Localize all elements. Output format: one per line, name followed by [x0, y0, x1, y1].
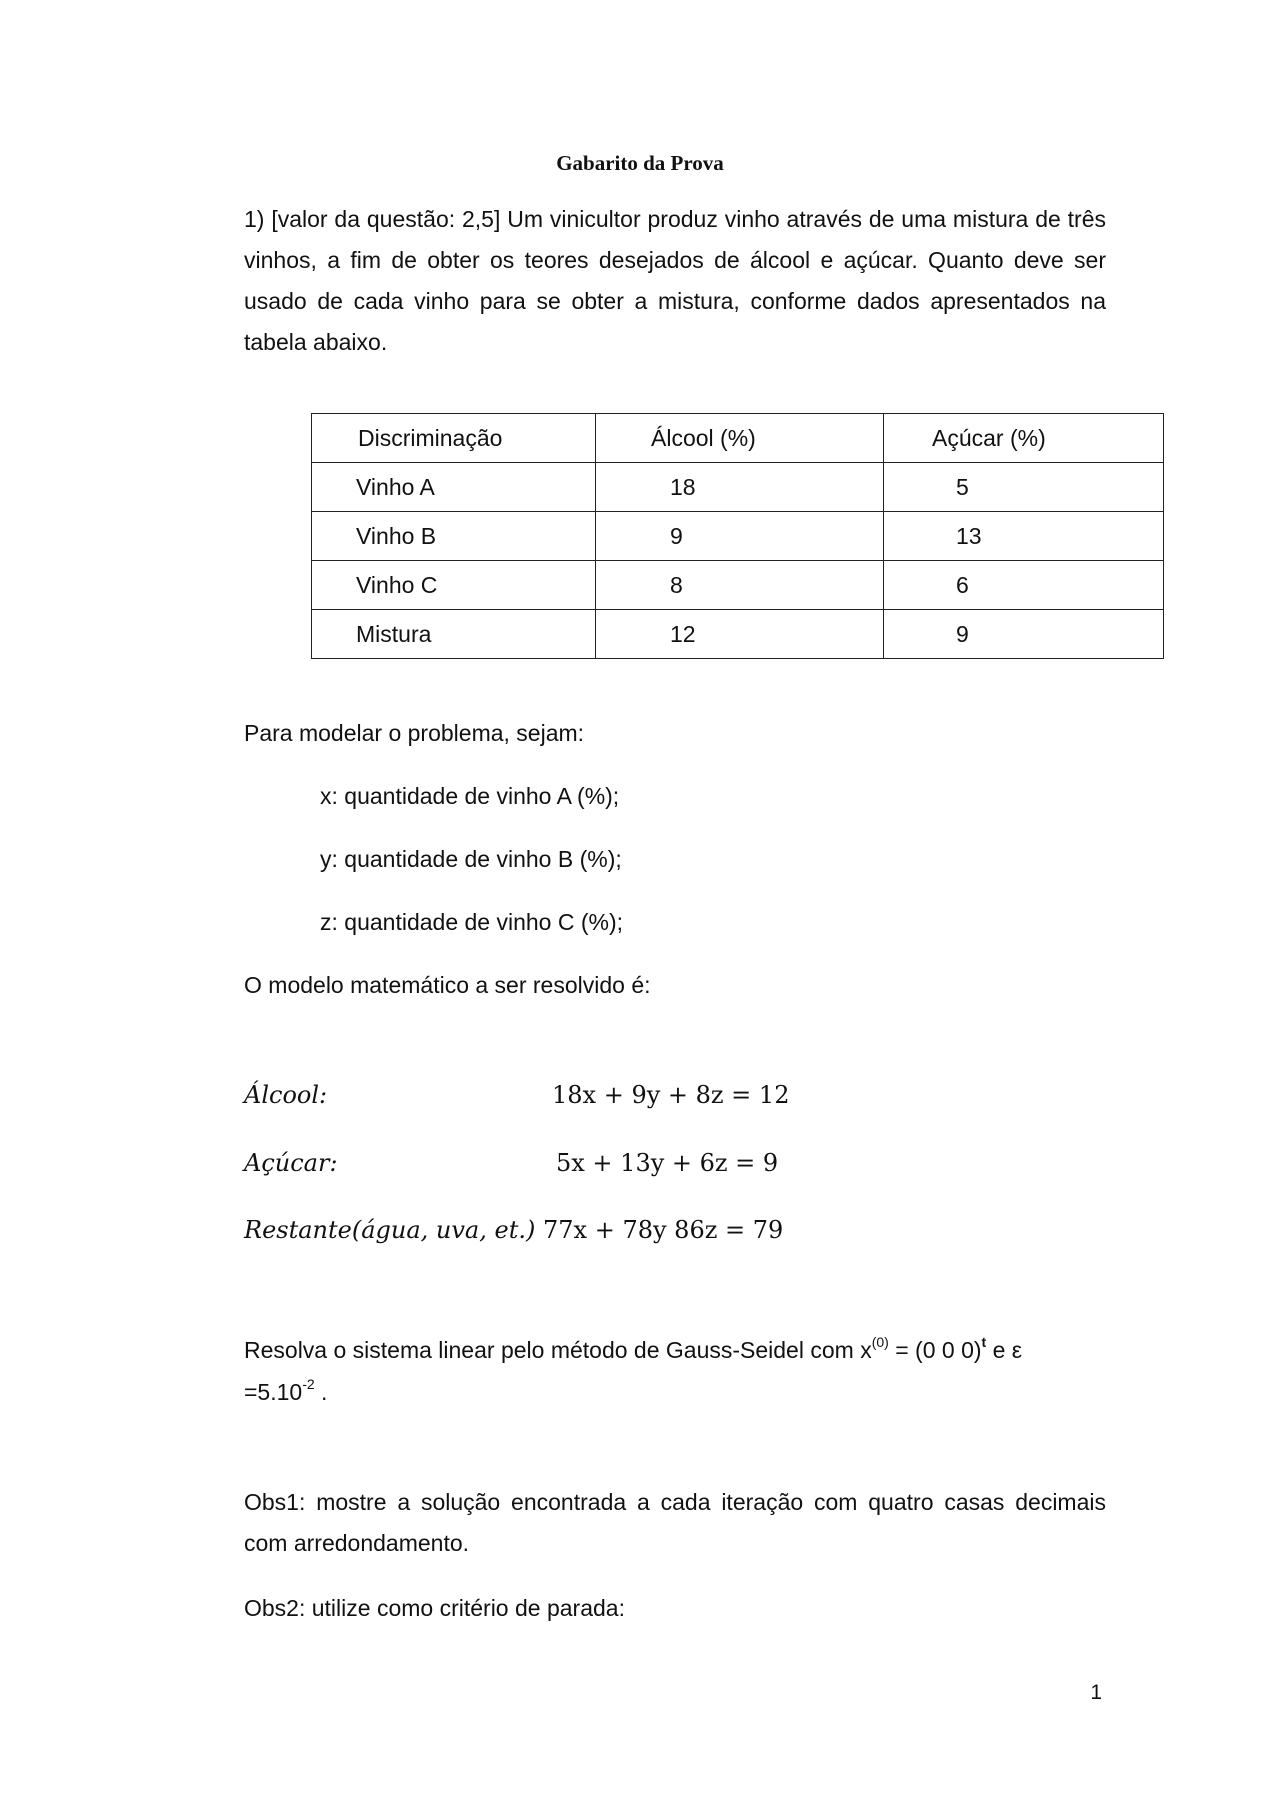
table-cell: Mistura — [312, 610, 596, 659]
solve-instruction-line1: Resolva o sistema linear pelo método de Gauss-Seidel com $x^{(0)} = (0$ 0 0)$^t$ e ε — [244, 1334, 1023, 1363]
table-row — [312, 463, 1164, 512]
page-title: Gabarito da Prova — [556, 151, 724, 175]
equation-label-alcool: Álcool: — [244, 1081, 328, 1109]
table-cell: 9 — [884, 610, 1164, 659]
table-cell: Vinho C — [312, 561, 596, 610]
table-row — [312, 512, 1164, 561]
table-cell: 8 — [596, 561, 884, 610]
equation-alcool: 18x + 9y + 8z = 12 — [552, 1081, 790, 1109]
variable-y: y: quantidade de vinho B (%); — [320, 846, 622, 872]
solve-instruction-line2: $=5.10^{-2}$ . — [244, 1376, 328, 1405]
page-number: 1 — [1090, 1681, 1102, 1704]
table-header-cell: Álcool (%) — [596, 414, 884, 463]
question-1-text: 1) [valor da questão: 2,5] Um vinicultor produz vinho através de uma mistura de três vinhos, a fim de obter os teores desejados de álcool e açúcar. Quanto deve ser usado de cada vinho para se obter a mistura, conforme dados apresentados na tabela abaixo. — [244, 206, 1106, 355]
table-row — [312, 610, 1164, 659]
wine-data-table — [311, 413, 1164, 659]
table-header-cell: Discriminação — [312, 414, 596, 463]
obs1-text: Obs1: mostre a solução encontrada a cada iteração com quatro casas decimais com arredondamento. — [244, 1489, 1106, 1556]
table-cell: 9 — [596, 512, 884, 561]
table-cell: 12 — [596, 610, 884, 659]
table-cell: 6 — [884, 561, 1164, 610]
equation-acucar: 5x + 13y + 6z = 9 — [556, 1149, 779, 1177]
equation-restante: 77x + 78y 86z = 79 — [543, 1216, 784, 1244]
equation-label-acucar: Açúcar: — [244, 1149, 338, 1177]
table-row — [312, 561, 1164, 610]
table-header-cell: Açúcar (%) — [884, 414, 1164, 463]
table-cell: Vinho B — [312, 512, 596, 561]
table-cell: 13 — [884, 512, 1164, 561]
table-header-row — [312, 414, 1164, 463]
model-title: O modelo matemático a ser resolvido é: — [244, 972, 651, 998]
table-cell: Vinho A — [312, 463, 596, 512]
obs2-text: Obs2: utilize como critério de parada: — [244, 1595, 625, 1621]
equation-label-restante: Restante(água, uva, et.) — [244, 1216, 536, 1244]
variable-z: z: quantidade de vinho C (%); — [320, 909, 624, 935]
table-cell: 5 — [884, 463, 1164, 512]
table-cell: 18 — [596, 463, 884, 512]
variable-x: x: quantidade de vinho A (%); — [320, 783, 620, 809]
model-intro: Para modelar o problema, sejam: — [244, 720, 585, 746]
